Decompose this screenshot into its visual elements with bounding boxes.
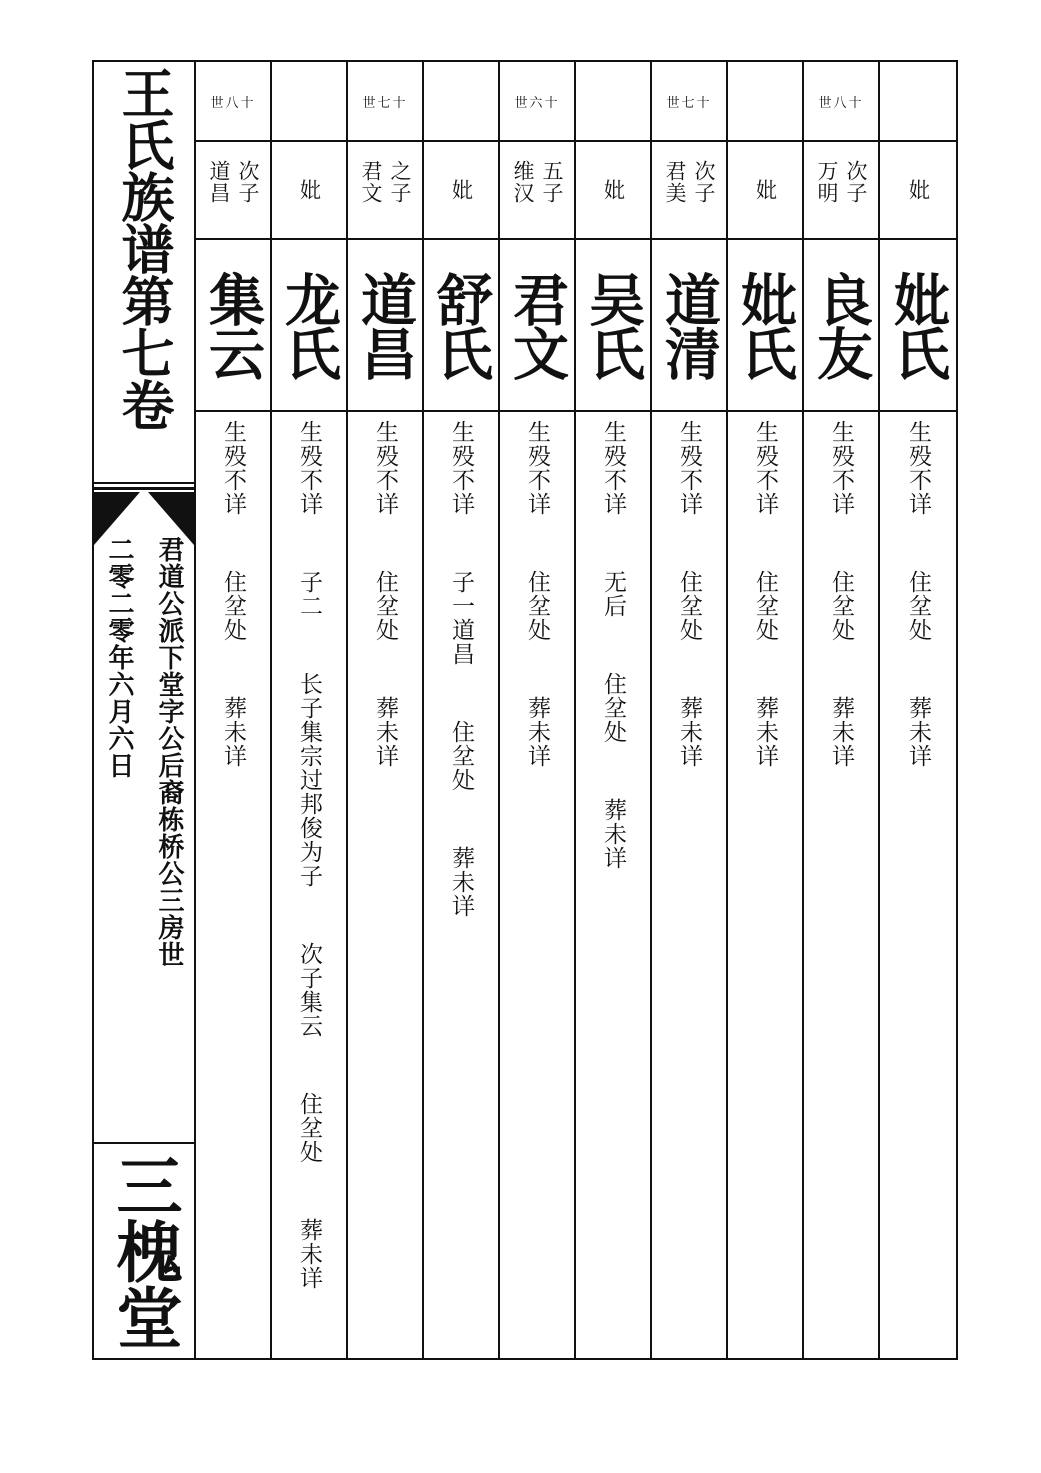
person-name: 妣氏 (885, 271, 951, 379)
person-details: 生殁不详 住坌处 葬未详 (828, 420, 854, 768)
generation-label: 世七十 (362, 95, 408, 111)
relation-label: 妣 (449, 179, 474, 201)
relation-label: 五子维汉 (511, 160, 564, 204)
relation-label: 次子君美 (663, 160, 716, 204)
generation-label (880, 62, 956, 140)
person-details: 生殁不详 住坌处 葬未详 (524, 420, 550, 768)
entry-column (880, 62, 956, 1358)
entry-column (272, 62, 348, 1358)
genealogy-page-frame (92, 60, 958, 1360)
book-title: 王氏族谱第七卷 (113, 66, 175, 430)
person-name: 良友 (808, 271, 874, 379)
generation-label (424, 62, 498, 140)
entry-column (424, 62, 500, 1358)
generation-label (576, 62, 650, 140)
entry-column (348, 62, 424, 1358)
entry-column (652, 62, 728, 1358)
person-details: 生殁不详 住坌处 葬未详 (372, 420, 398, 768)
generation-label: 世八十 (818, 95, 864, 111)
person-details: 生殁不详 住坌处 葬未详 (752, 420, 778, 768)
person-details: 生殁不详 无后 住坌处 葬未详 (600, 420, 626, 870)
person-name: 道清 (656, 271, 722, 379)
person-details: 生殁不详 子二 长子集宗过邦俊为子 次子集云 住坌处 葬未详 (296, 420, 322, 1290)
relation-label: 妣 (601, 179, 626, 201)
person-name: 舒氏 (428, 271, 494, 379)
generation-label (272, 62, 346, 140)
person-name: 妣氏 (732, 271, 798, 379)
generation-label: 世六十 (514, 95, 560, 111)
title-panel (94, 62, 196, 1358)
person-name: 道昌 (352, 271, 418, 379)
compile-date: 二零二零年六月六日 (104, 536, 134, 779)
person-details: 生殁不详 子一道昌 住坌处 葬未详 (448, 420, 474, 918)
relation-label: 妣 (753, 179, 778, 201)
person-details: 生殁不详 住坌处 葬未详 (676, 420, 702, 768)
person-name: 君文 (504, 271, 570, 379)
person-name: 吴氏 (580, 271, 646, 379)
generation-label: 世八十 (210, 95, 256, 111)
person-details: 生殁不详 住坌处 葬未详 (905, 420, 931, 768)
relation-label: 之子君文 (359, 160, 412, 204)
divider (94, 482, 194, 484)
entry-column (804, 62, 880, 1358)
relation-label: 次子道昌 (207, 160, 260, 204)
entry-column (500, 62, 576, 1358)
person-name: 龙氏 (276, 271, 342, 379)
generation-label (728, 62, 802, 140)
relation-label: 次子万明 (815, 160, 868, 204)
branch-lineage-text: 君道公派下堂字公后裔栋桥公三房世 (154, 536, 184, 968)
relation-label: 妣 (906, 179, 931, 201)
relation-label: 妣 (297, 179, 322, 201)
generation-label: 世七十 (666, 95, 712, 111)
entry-column (196, 62, 272, 1358)
entry-column (728, 62, 804, 1358)
person-details: 生殁不详 住坌处 葬未详 (220, 420, 246, 768)
genealogy-grid (196, 62, 956, 1358)
person-name: 集云 (200, 271, 266, 379)
entry-column (576, 62, 652, 1358)
hall-name: 三槐堂 (105, 1152, 183, 1350)
